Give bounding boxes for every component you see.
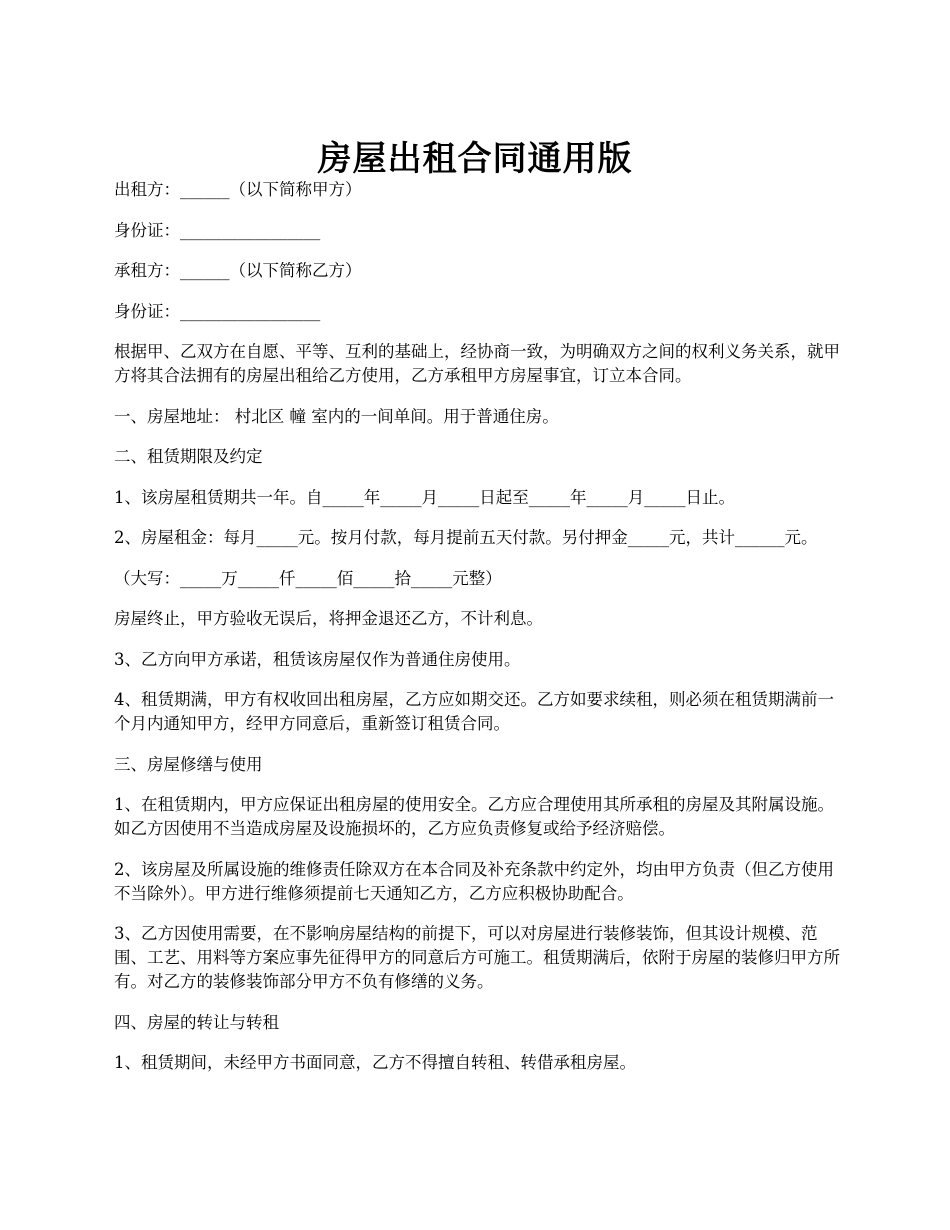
- clause-2-1: 1、该房屋租赁期共一年。自_____年_____月_____日起至_____年_____月_____日止。: [114, 487, 735, 507]
- clause-3-2: 2、该房屋及所属设施的维修责任除双方在本合同及补充条款中约定外，均由甲方负责（但乙方使用不当除外）。甲方进行维修须提前七天通知乙方，乙方应积极协助配合。: [114, 859, 834, 903]
- clause-2-3: 3、乙方向甲方承诺，租赁该房屋仅作为普通住房使用。: [114, 649, 521, 669]
- paragraph-lessee: 承租方：______（以下简称乙方）: [114, 261, 362, 280]
- clause-2-2-amount-words: （大写：_____万_____仟_____佰_____拾_____元整）: [114, 568, 502, 588]
- document-body: [114, 178, 844, 1092]
- section-3-heading: 三、房屋修缮与使用: [114, 754, 263, 774]
- paragraph-preamble: 根据甲、乙双方在自愿、平等、互利的基础上，经协商一致，为明确双方之间的权利义务关系，就甲方将其合法拥有的房屋出租给乙方使用，乙方承租甲方房屋事宜，订立本合同。: [114, 342, 840, 385]
- paragraph-lessor-id: 身份证：_________________: [114, 220, 321, 240]
- document-title: 房屋出租合同通用版: [317, 138, 633, 179]
- section-1-heading: 一、房屋地址： 村北区 幢 室内的一间单间。用于普通住房。: [114, 406, 559, 426]
- clause-3-1: 1、在租赁期内，甲方应保证出租房屋的使用安全。乙方应合理使用其所承租的房屋及其附属设施。如乙方因使用不当造成房屋及设施损坏的，乙方应负责修复或给予经济赔偿。: [114, 795, 834, 838]
- clause-2-4: 4、租赁期满，甲方有权收回出租房屋，乙方应如期交还。乙方如要求续租，则必须在租赁期满前一个月内通知甲方，经甲方同意后，重新签订租赁合同。: [114, 690, 834, 733]
- paragraph-lessee-id: 身份证：_________________: [114, 301, 321, 321]
- clause-3-3: 3、乙方因使用需要，在不影响房屋结构的前提下，可以对房屋进行装修装饰，但其设计规模、范围、工艺、用料等方案应事先征得甲方的同意后方可施工。租赁期满后，依附于房屋的装修归甲方所有。对乙方的装修装饰部分甲方不负有修缮的义务。: [114, 924, 840, 991]
- paragraph-lessor: 出租方：______（以下简称甲方）: [114, 180, 362, 199]
- clause-4-1: 1、租赁期间，未经甲方书面同意，乙方不得擅自转租、转借承租房屋。: [114, 1053, 636, 1072]
- clause-2-2: 2、房屋租金：每月_____元。按月付款，每月提前五天付款。另付押金_____元，共计______元。: [114, 528, 818, 547]
- section-2-heading: 二、租赁期限及约定: [114, 447, 263, 466]
- clause-2-2-deposit-return: 房屋终止，甲方验收无误后，将押金退还乙方，不计利息。: [114, 609, 543, 628]
- section-4-heading: 四、房屋的转让与转租: [114, 1012, 279, 1032]
